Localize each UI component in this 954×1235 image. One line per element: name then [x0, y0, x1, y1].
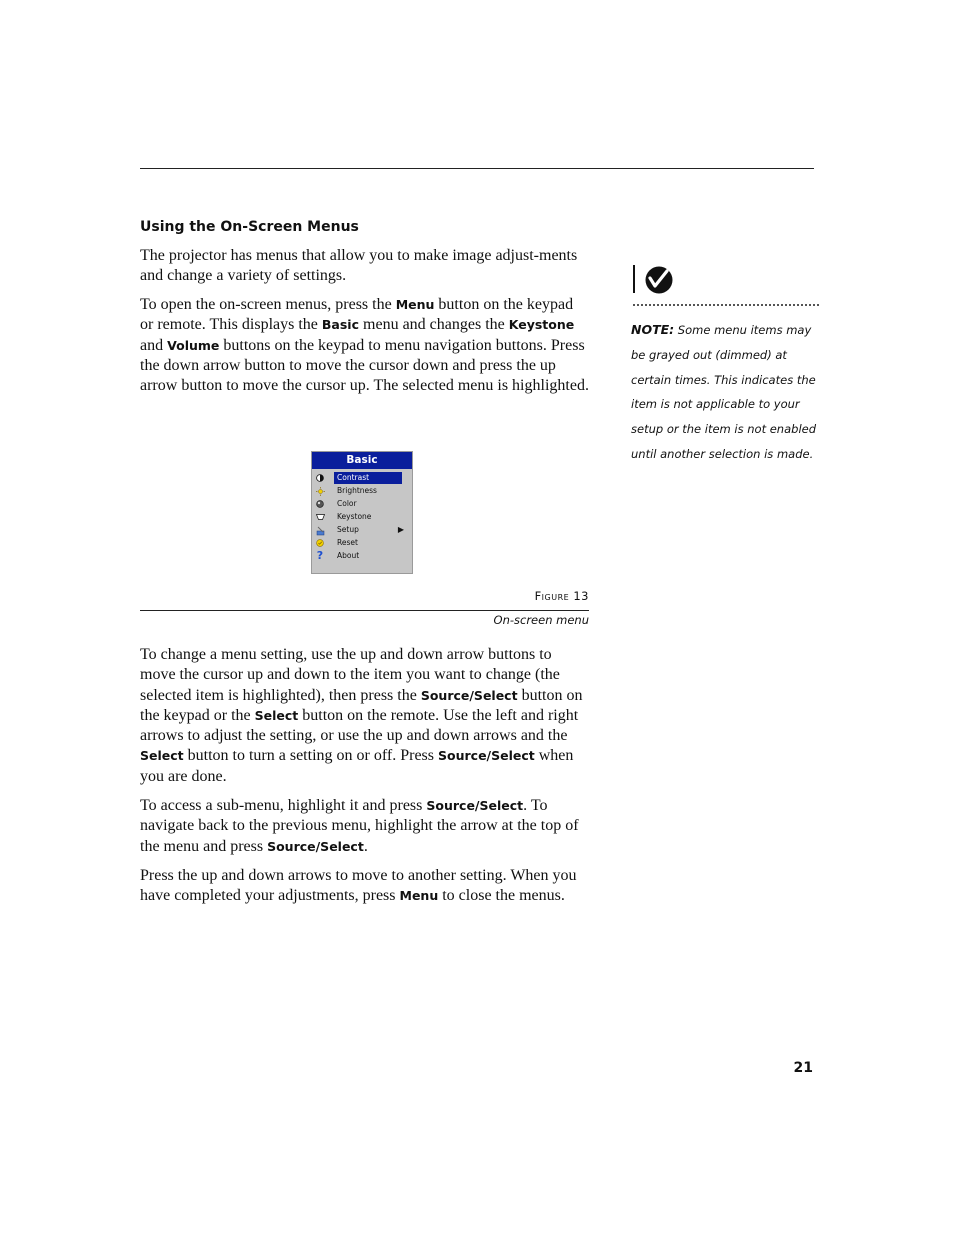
- keyword-select: Select: [254, 707, 299, 723]
- keyword-source-select: Source/Select: [438, 748, 535, 764]
- menu-item-contrast: Contrast: [312, 472, 412, 484]
- menu-item-setup: Setup ▶: [312, 524, 412, 536]
- open-menus-paragraph: To open the on-screen menus, press the Menu button on the keypad or remote. This displays the Basic menu and changes the Keystone and Volume buttons on the keypad to menu navigation buttons. Press the down arrow button to move the cursor down and press the up arrow button to move the cursor up. The selected menu is highlighted.: [140, 296, 589, 395]
- figure-label: Figure 13: [534, 589, 589, 603]
- submenu-arrow-icon: ▶: [397, 525, 404, 534]
- reset-icon: [316, 539, 324, 547]
- keyword-source-select: Source/Select: [420, 687, 518, 703]
- intro-paragraph: The projector has menus that allow you to make image adjust-ments and change a variety of settings.: [140, 247, 578, 285]
- note-bar: [633, 265, 635, 293]
- close-menus-paragraph: Press the up and down arrows to move to another setting. When you have completed your adjustments, press Menu to close the menus.: [140, 867, 577, 905]
- menu-item-color: Color: [312, 498, 412, 510]
- section-heading: Using the On-Screen Menus: [140, 219, 359, 235]
- figure-caption: On-screen menu: [493, 613, 589, 627]
- keystone-icon: [316, 513, 324, 521]
- menu-item-about: ? About: [316, 549, 360, 562]
- keyword-source-select: Source/Select: [426, 798, 524, 813]
- figure-rule: [140, 610, 589, 611]
- note-logo-icon: [642, 265, 676, 295]
- keyword-volume: Volume: [167, 337, 220, 353]
- contrast-icon: [316, 474, 324, 482]
- menu-item-reset: Reset: [312, 537, 412, 549]
- onscreen-menu-figure: [311, 451, 413, 574]
- about-icon: ?: [316, 549, 324, 562]
- keyword-menu: Menu: [399, 888, 439, 904]
- top-rule: [140, 168, 814, 169]
- keyword-basic: Basic: [321, 317, 360, 333]
- change-setting-paragraph: To change a menu setting, use the up and down arrow buttons to move the cursor up and down to the item you want to change (the selected item is highlighted), then press the Source/Select button on the keypad or the Select button on the remote. Use the left and right arrows to adjust the setting, or use the up and down arrows and the Select button to turn a setting on or off. Press Source/Select when you are done.: [140, 646, 583, 785]
- setup-icon: [316, 526, 324, 534]
- keyword-source-select: Source/Select: [267, 838, 364, 854]
- menu-item-keystone: Keystone: [312, 511, 412, 523]
- keyword-select: Select: [140, 748, 184, 764]
- page-number: 21: [793, 1060, 813, 1076]
- note-label: NOTE:: [631, 322, 675, 337]
- note-text: Some menu items may be grayed out (dimmed) at certain times. This indicates the item is not applicable to your setup or the item is not enabled until another selection is made.: [631, 323, 817, 461]
- brightness-icon: [316, 487, 324, 495]
- menu-item-brightness: Brightness: [312, 485, 412, 497]
- keyword-menu: Menu: [395, 297, 435, 312]
- color-icon: [316, 500, 324, 508]
- submenu-paragraph: To access a sub-menu, highlight it and press Source/Select. To navigate back to the previous menu, highlight the arrow at the top of the menu and press Source/Select.: [140, 797, 579, 855]
- menu-title: Basic: [312, 452, 412, 469]
- note-divider: [633, 304, 819, 306]
- keyword-keystone: Keystone: [508, 317, 575, 333]
- note: [631, 318, 821, 467]
